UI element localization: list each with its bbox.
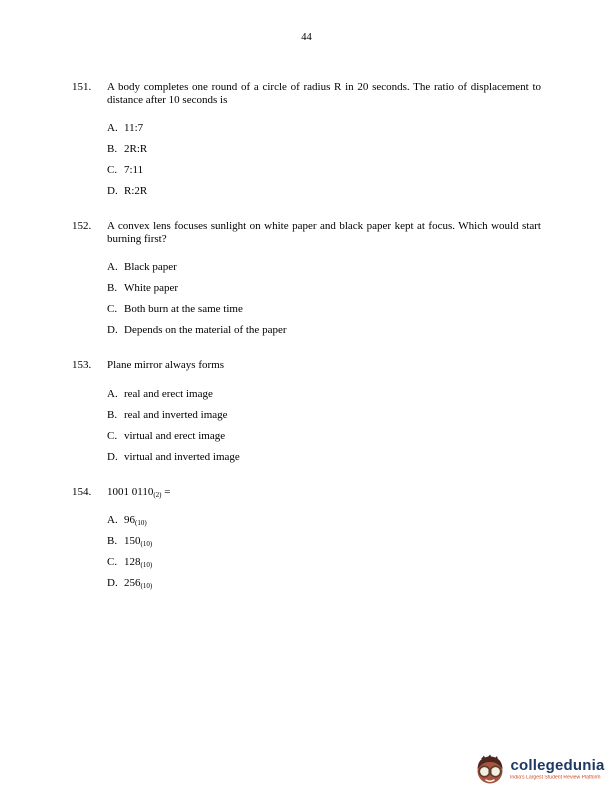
option-label: A. [107, 514, 118, 526]
option-label: C. [107, 303, 118, 315]
option-text: 128 [124, 556, 141, 568]
option-subscript: (10) [140, 561, 153, 569]
option-b [107, 409, 541, 422]
option-label: D. [107, 577, 118, 589]
brand-tagline: India's Largest Student Review Platform [510, 775, 602, 781]
option-text: virtual and inverted image [124, 450, 240, 463]
options-list [107, 261, 541, 337]
question-content [107, 359, 541, 472]
question-text [107, 81, 541, 106]
option-text: virtual and erect image [124, 429, 226, 442]
page-number: 44 [301, 32, 312, 43]
option-b [107, 282, 541, 295]
options-list [107, 514, 541, 590]
option-subscript: (10) [140, 582, 153, 590]
question-text [107, 359, 541, 372]
question-text-main: Plane mirror always forms [107, 359, 224, 371]
option-text: Black paper [124, 261, 177, 273]
option-text: 150 [124, 535, 141, 547]
option-text: 256 [124, 577, 141, 589]
option-text: real and erect image [124, 387, 213, 400]
question-subscript: (2) [153, 490, 162, 499]
question-text-main: A body completes one round of a circle of radius R in 20 seconds. The ratio of displacement to distance after 10 seconds is [107, 81, 541, 106]
option-text: 7:11 [124, 164, 144, 176]
question-text-main: 1001 0110 [107, 485, 154, 498]
question-content [107, 81, 541, 206]
question-text [107, 220, 541, 245]
option-c [107, 303, 541, 316]
option-label: C. [107, 164, 118, 176]
option-text: 11:7 [124, 122, 144, 134]
question-number: 151. [72, 81, 92, 93]
collegedunia-logo [473, 753, 612, 785]
option-text: 96 [124, 514, 135, 526]
option-text: White paper [124, 282, 179, 294]
option-label: A. [107, 387, 118, 400]
option-label: B. [107, 143, 118, 155]
option-b [107, 143, 541, 156]
question-number: 153. [72, 359, 92, 371]
option-c [107, 164, 541, 177]
question-number: 152. [72, 220, 92, 232]
option-label: B. [107, 282, 118, 294]
question-text [107, 486, 541, 499]
option-a [107, 388, 541, 401]
option-d [107, 324, 541, 337]
options-list [107, 388, 541, 464]
question-content [107, 220, 541, 345]
question-152 [72, 220, 541, 345]
option-d [107, 451, 541, 464]
option-label: A. [107, 122, 118, 134]
option-text: Both burn at the same time [124, 303, 243, 315]
option-label: D. [107, 185, 118, 197]
option-label: B. [107, 535, 118, 547]
option-label: D. [107, 450, 118, 463]
option-label: A. [107, 261, 118, 273]
option-c [107, 556, 541, 569]
option-a [107, 261, 541, 274]
option-text: Depends on the material of the paper [124, 324, 287, 336]
option-text: real and inverted image [124, 408, 228, 421]
question-154 [72, 486, 541, 599]
option-b [107, 535, 541, 548]
option-d [107, 185, 541, 198]
option-subscript: (10) [135, 519, 147, 527]
option-label: D. [107, 324, 118, 336]
option-a [107, 122, 541, 135]
option-c [107, 430, 541, 443]
question-number: 154. [72, 485, 92, 498]
question-151 [72, 81, 541, 206]
option-label: C. [107, 429, 118, 442]
option-text: R:2R [124, 185, 148, 197]
question-text-main: A convex lens focuses sunlight on white paper and black paper kept at focus. Which would start burning first? [107, 220, 541, 245]
option-label: B. [107, 408, 118, 421]
option-a [107, 514, 541, 527]
option-text: 2R:R [124, 143, 148, 155]
question-text-after: = [161, 485, 171, 498]
option-label: C. [107, 556, 118, 568]
brand-name: collegedunia [510, 757, 605, 774]
question-153 [72, 359, 541, 472]
option-d [107, 577, 541, 590]
options-list [107, 122, 541, 198]
collegedunia-mascot-icon [473, 753, 507, 785]
option-subscript: (10) [140, 540, 153, 548]
logo-text-block [510, 757, 612, 781]
question-content [107, 486, 541, 599]
